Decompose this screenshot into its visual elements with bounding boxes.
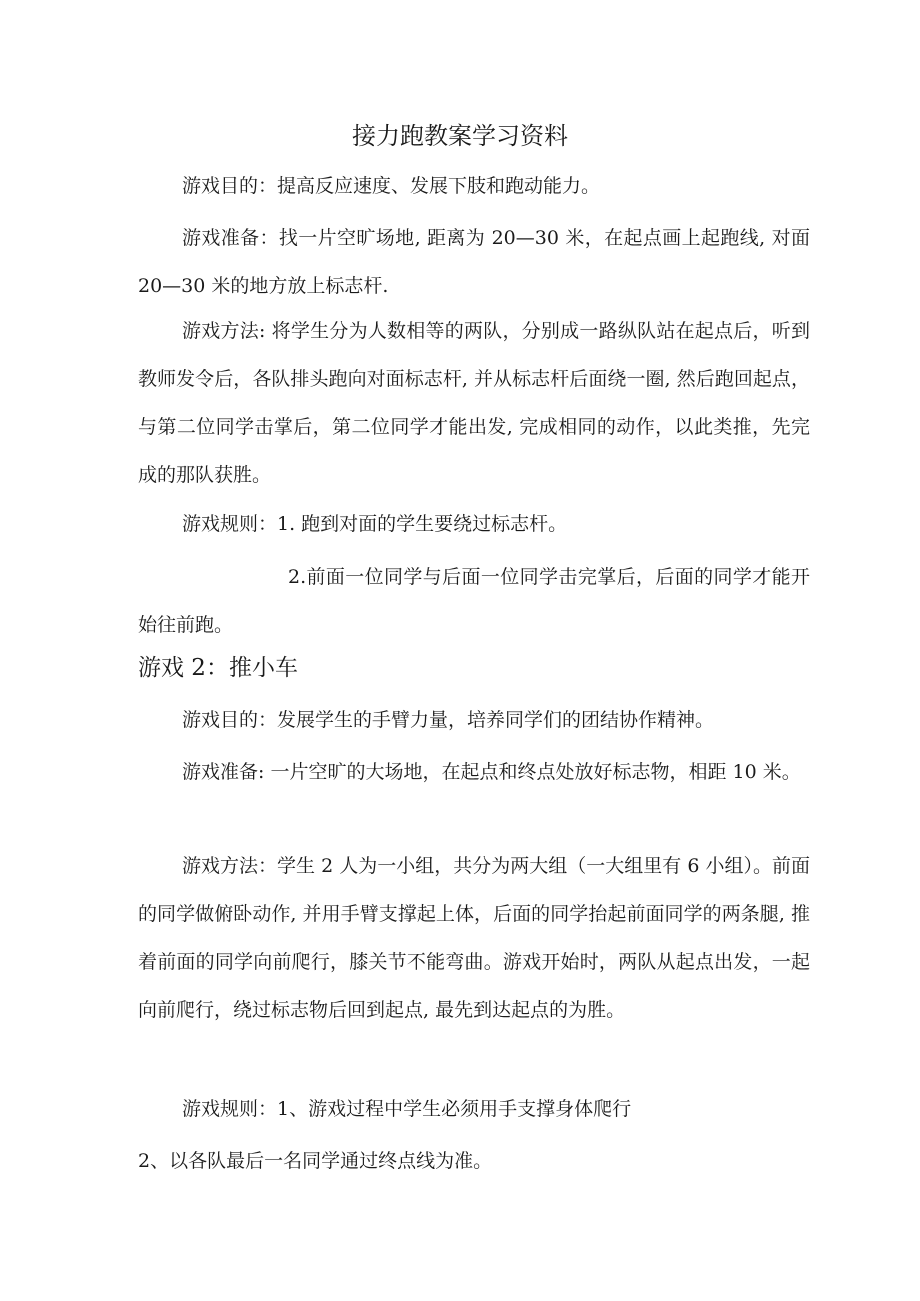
game1-preparation: 游戏准备：找一片空旷场地, 距离为 20—30 米，在起点画上起跑线, 对面 20—30 米的地方放上标志杆. (138, 227, 810, 297)
game1-rule-1: 游戏规则：1. 跑到对面的学生要绕过标志杆。 (182, 513, 568, 535)
game2-rule-1: 游戏规则：1、游戏过程中学生必须用手支撑身体爬行 (182, 1098, 632, 1120)
game1-method: 游戏方法: 将学生分为人数相等的两队，分别成一路纵队站在起点后，听到教师发令后，各队排头跑向对面标志杆, 并从标志杆后面绕一圈, 然后跑回起点，与第二位同学击掌后，第二位同学才能出发, 完成相同的动作，以此类推，先完成的那队获胜。 (138, 320, 810, 486)
game2-rule-2: 2、以各队最后一名同学通过终点线为准。 (138, 1150, 493, 1172)
document-title: 接力跑教案学习资料 (352, 122, 568, 150)
game1-rule-2: 2.前面一位同学与后面一位同学击完掌后，后面的同学才能开始往前跑。 (138, 566, 810, 636)
game1-purpose: 游戏目的：提高反应速度、发展下肢和跑动能力。 (182, 175, 601, 197)
game2-preparation: 游戏准备: 一片空旷的大场地，在起点和终点处放好标志物，相距 10 米。 (182, 761, 801, 783)
game2-purpose: 游戏目的：发展学生的手臂力量，培养同学们的团结协作精神。 (182, 709, 715, 731)
game2-heading: 游戏 2：推小车 (138, 655, 298, 681)
game2-method: 游戏方法：学生 2 人为一小组，共分为两大组（一大组里有 6 小组）。前面的同学做俯卧动作, 并用手臂支撑起上体，后面的同学抬起前面同学的两条腿, 推着前面的同学向前爬行，膝关节不能弯曲。游戏开始时，两队从起点出发，一起向前爬行，绕过标志物后回到起点, 最先到达起点的为胜。 (138, 855, 810, 1021)
